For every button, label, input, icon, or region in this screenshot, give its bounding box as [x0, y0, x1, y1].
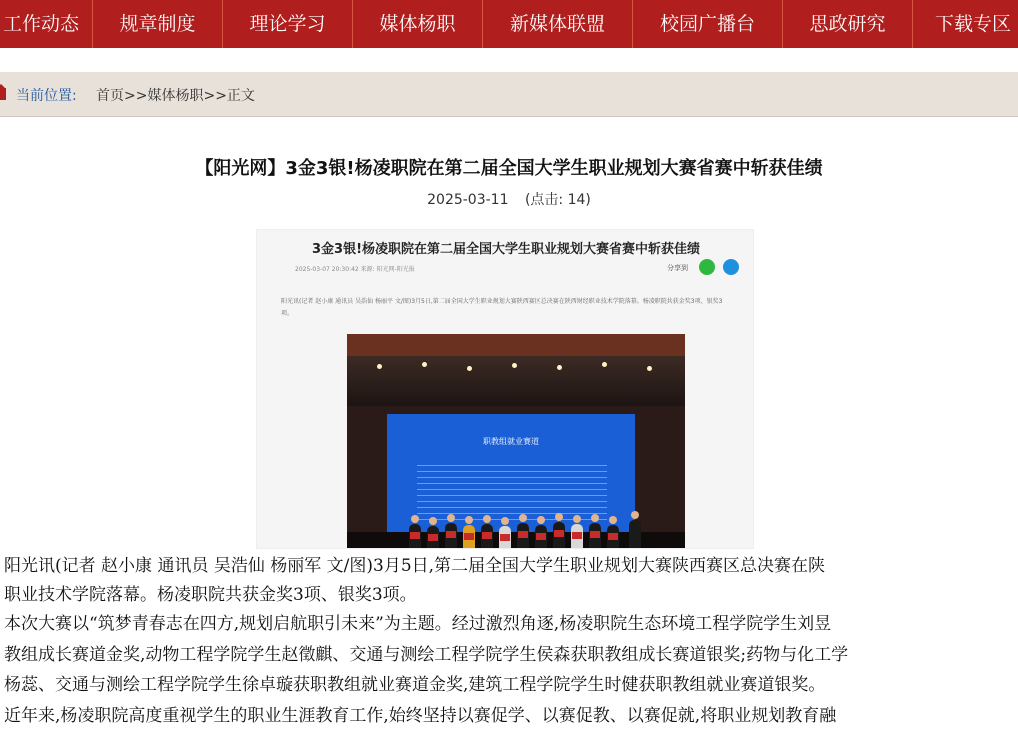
person — [589, 523, 601, 549]
nav-item-regulations[interactable]: 规章制度 — [93, 0, 223, 48]
location-icon — [0, 84, 6, 100]
nav-item-research[interactable]: 思政研究 — [783, 0, 913, 48]
wechat-icon — [699, 259, 715, 275]
breadcrumb — [0, 72, 1018, 117]
person — [629, 520, 641, 549]
article-date: 2025-03-11 — [427, 192, 509, 208]
nav-item-theory-study[interactable]: 理论学习 — [223, 0, 353, 48]
person — [535, 525, 547, 549]
person — [499, 526, 511, 549]
article-paragraph: 杨蕊、交通与测绘工程学院学生徐卓璇获职教组就业赛道金奖,建筑工程学院学生时健获职教组就业赛道银奖。 — [4, 675, 826, 695]
nav-item-media[interactable]: 媒体杨职 — [353, 0, 483, 48]
nav-item-downloads[interactable]: 下载专区 — [934, 13, 1011, 35]
nav-item-work-news[interactable]: 工作动态 — [0, 0, 93, 48]
person — [445, 523, 457, 549]
person — [427, 526, 439, 549]
person — [517, 523, 529, 549]
image-headline: 3金3银!杨凌职院在第二届全国大学生职业规划大赛省赛中斩获佳绩 — [311, 242, 701, 257]
image-source-meta: 2025-03-07 20:30:42 来源: 阳光网-阳光报 — [295, 266, 415, 273]
top-nav — [0, 0, 1018, 48]
screen-title: 职教组就业赛道 — [483, 437, 539, 446]
person — [463, 525, 475, 549]
stage-ceiling — [347, 356, 685, 406]
image-share-label: 分享到 — [667, 264, 688, 272]
article-paragraph: 教组成长赛道金奖,动物工程学院学生赵徵麒、交通与测绘工程学院学生侯森获职教组成长赛道银奖;药物与化工学 — [4, 645, 849, 665]
article-paragraph: 本次大赛以“筑梦青春志在四方,规划启航职引未来”为主题。经过激烈角逐,杨凌职院生态环境工程学院学生刘昱 — [4, 614, 832, 634]
qq-icon — [723, 259, 739, 275]
image-intro-text: 阳光讯(记者 赵小康 通讯员 吴浩仙 杨丽平 文/图)3月5日,第二届全国大学生职业规划大赛陕西赛区总决赛在陕西财经职业技术学院落幕。杨凌职院共获金奖3项、银奖3项。 — [281, 298, 723, 317]
article-paragraph: 职业技术学院落幕。杨凌职院共获金奖3项、银奖3项。 — [4, 585, 417, 605]
person — [553, 522, 565, 549]
nav-item-new-media-alliance[interactable]: 新媒体联盟 — [483, 0, 633, 48]
article-image — [256, 229, 754, 549]
article-paragraph: 阳光讯(记者 赵小康 通讯员 吴浩仙 杨丽军 文/图)3月5日,第二届全国大学生职业规划大赛陕西赛区总决赛在陕 — [4, 556, 826, 576]
award-ceremony-photo — [347, 334, 685, 549]
person — [607, 525, 619, 549]
nav-spacer — [0, 48, 1018, 72]
article-meta — [0, 189, 1018, 209]
breadcrumb-label: 当前位置: — [16, 88, 77, 104]
stage-banner — [347, 334, 685, 356]
person — [481, 524, 493, 549]
person — [409, 524, 421, 549]
article-title: 【阳光网】3金3银!杨凌职院在第二届全国大学生职业规划大赛省赛中斩获佳绩 — [195, 158, 823, 179]
article-clicks: (点击: 14) — [524, 192, 591, 208]
person — [571, 524, 583, 549]
nav-item-campus-radio[interactable]: 校园广播台 — [633, 0, 783, 48]
article-paragraph: 近年来,杨凌职院高度重视学生的职业生涯教育工作,始终坚持以赛促学、以赛促教、以赛促就,将职业规划教育融 — [4, 706, 837, 726]
breadcrumb-path[interactable]: 首页>>媒体杨职>>正文 — [96, 88, 255, 104]
